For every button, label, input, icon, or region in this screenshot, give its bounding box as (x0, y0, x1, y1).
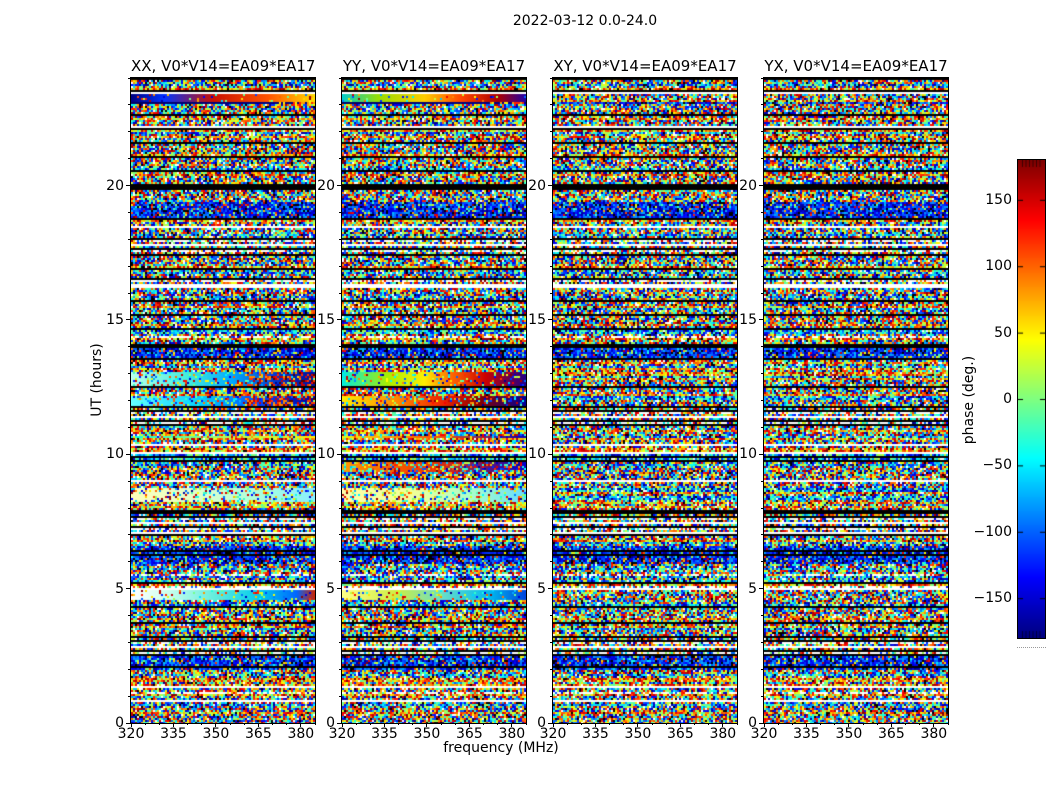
x-minor-tick (708, 723, 709, 725)
x-tick-label: 365 (245, 726, 272, 742)
y-minor-tick (128, 266, 130, 267)
y-tick (337, 723, 341, 724)
y-minor-tick (550, 669, 552, 670)
x-minor-tick (286, 723, 287, 725)
y-tick (126, 319, 130, 320)
x-minor-tick (919, 723, 920, 725)
x-minor-tick (272, 723, 273, 725)
colorbar (1017, 159, 1046, 639)
y-minor-tick (550, 373, 552, 374)
x-tick-label: 350 (624, 726, 652, 742)
heatmap-panel-xy (552, 77, 738, 724)
x-tick-label: 335 (793, 726, 820, 742)
colorbar-tick-label: 0 (1003, 391, 1012, 407)
x-minor-tick (483, 723, 484, 725)
x-minor-tick (230, 723, 231, 725)
x-minor-tick (159, 723, 160, 725)
y-minor-tick (339, 293, 341, 294)
x-tick-label: 320 (750, 726, 778, 742)
x-tick-label: 380 (287, 726, 315, 742)
y-tick-label: 5 (115, 580, 124, 597)
x-axis-label: frequency (MHz) (443, 740, 559, 756)
y-minor-tick (339, 373, 341, 374)
y-tick (548, 185, 552, 186)
y-minor-tick (761, 534, 763, 535)
panel-title: YY, V0*V14=EA09*EA17 (342, 57, 526, 75)
y-minor-tick (339, 615, 341, 616)
x-tick-label: 320 (539, 726, 567, 742)
y-minor-tick (761, 373, 763, 374)
y-minor-tick (128, 346, 130, 347)
y-minor-tick (339, 642, 341, 643)
x-minor-tick (609, 723, 610, 725)
y-minor-tick (550, 293, 552, 294)
x-minor-tick (652, 723, 653, 725)
colorbar-label: phase (deg.) (961, 355, 977, 445)
y-tick (548, 723, 552, 724)
x-tick-label: 350 (202, 726, 230, 742)
y-minor-tick (550, 561, 552, 562)
y-minor-tick (128, 239, 130, 240)
x-tick-label: 320 (328, 726, 356, 742)
heatmap-canvas-xy (553, 78, 737, 723)
y-minor-tick (128, 615, 130, 616)
y-minor-tick (128, 78, 130, 79)
y-minor-tick (128, 561, 130, 562)
heatmap-panel-yy (341, 77, 527, 724)
y-tick (337, 185, 341, 186)
x-minor-tick (201, 723, 202, 725)
y-tick-label: 15 (528, 311, 546, 328)
colorbar-tick-label: 50 (994, 324, 1012, 341)
y-minor-tick (761, 615, 763, 616)
y-minor-tick (761, 427, 763, 428)
x-minor-tick (356, 723, 357, 725)
x-tick-label: 335 (160, 726, 187, 742)
y-minor-tick (761, 239, 763, 240)
x-tick-label: 380 (920, 726, 948, 742)
y-minor-tick (761, 400, 763, 401)
y-tick-label: 20 (106, 177, 124, 194)
y-tick (548, 454, 552, 455)
y-tick-label: 20 (317, 177, 335, 194)
y-minor-tick (339, 696, 341, 697)
x-minor-tick (694, 723, 695, 725)
colorbar-underline (1017, 647, 1046, 648)
y-minor-tick (550, 481, 552, 482)
x-tick-label: 335 (371, 726, 398, 742)
colorbar-gradient (1018, 160, 1045, 638)
y-minor-tick (128, 508, 130, 509)
y-tick-label: 20 (528, 177, 546, 194)
y-tick (126, 723, 130, 724)
y-minor-tick (128, 212, 130, 213)
y-tick-label: 15 (106, 311, 124, 328)
y-minor-tick (761, 346, 763, 347)
y-tick (126, 454, 130, 455)
y-tick (759, 319, 763, 320)
y-minor-tick (128, 293, 130, 294)
y-minor-tick (339, 400, 341, 401)
y-minor-tick (339, 104, 341, 105)
x-minor-tick (370, 723, 371, 725)
y-minor-tick (550, 212, 552, 213)
y-minor-tick (550, 534, 552, 535)
y-tick (759, 185, 763, 186)
y-minor-tick (761, 481, 763, 482)
x-minor-tick (497, 723, 498, 725)
y-minor-tick (550, 78, 552, 79)
x-minor-tick (567, 723, 568, 725)
y-minor-tick (761, 78, 763, 79)
y-tick-label: 15 (739, 311, 757, 328)
y-minor-tick (128, 669, 130, 670)
y-tick-label: 10 (528, 446, 546, 463)
y-tick-label: 0 (748, 715, 757, 731)
y-minor-tick (128, 104, 130, 105)
y-tick-label: 5 (326, 580, 335, 597)
y-minor-tick (128, 427, 130, 428)
x-minor-tick (412, 723, 413, 725)
y-tick (759, 723, 763, 724)
y-minor-tick (550, 615, 552, 616)
x-minor-tick (398, 723, 399, 725)
x-minor-tick (778, 723, 779, 725)
x-minor-tick (792, 723, 793, 725)
x-tick-label: 365 (667, 726, 694, 742)
x-minor-tick (820, 723, 821, 725)
x-minor-tick (145, 723, 146, 725)
x-minor-tick (877, 723, 878, 725)
x-tick-label: 365 (878, 726, 905, 742)
heatmap-panel-xx (130, 77, 316, 724)
y-minor-tick (128, 696, 130, 697)
y-minor-tick (128, 158, 130, 159)
y-minor-tick (761, 508, 763, 509)
panel-title: XX, V0*V14=EA09*EA17 (131, 57, 316, 75)
y-tick (337, 588, 341, 589)
y-minor-tick (339, 78, 341, 79)
y-minor-tick (550, 642, 552, 643)
x-tick-label: 380 (709, 726, 737, 742)
y-minor-tick (128, 131, 130, 132)
x-minor-tick (948, 723, 949, 725)
colorbar-tick-label: −100 (973, 523, 1012, 540)
x-minor-tick (666, 723, 667, 725)
y-minor-tick (128, 642, 130, 643)
colorbar-tick-label: −150 (973, 590, 1012, 607)
y-minor-tick (550, 239, 552, 240)
y-tick (548, 319, 552, 320)
y-minor-tick (550, 266, 552, 267)
y-tick (759, 588, 763, 589)
x-tick-label: 365 (456, 726, 483, 742)
y-minor-tick (339, 239, 341, 240)
heatmap-canvas-yy (342, 78, 526, 723)
y-minor-tick (761, 669, 763, 670)
x-tick-label: 335 (582, 726, 609, 742)
x-minor-tick (905, 723, 906, 725)
y-tick (126, 588, 130, 589)
x-tick-label: 320 (117, 726, 145, 742)
y-tick-label: 10 (317, 446, 335, 463)
y-minor-tick (128, 373, 130, 374)
y-tick-label: 5 (748, 580, 757, 597)
y-minor-tick (761, 104, 763, 105)
y-minor-tick (339, 212, 341, 213)
y-minor-tick (550, 104, 552, 105)
y-minor-tick (761, 642, 763, 643)
colorbar-tick-label: −50 (982, 457, 1012, 474)
y-minor-tick (761, 293, 763, 294)
y-minor-tick (550, 346, 552, 347)
panel-title: YX, V0*V14=EA09*EA17 (764, 57, 948, 75)
x-minor-tick (187, 723, 188, 725)
y-minor-tick (339, 534, 341, 535)
y-minor-tick (339, 481, 341, 482)
y-axis-label: UT (hours) (89, 343, 105, 417)
y-minor-tick (128, 400, 130, 401)
heatmap-panel-yx (763, 77, 949, 724)
y-tick-label: 0 (115, 715, 124, 731)
y-tick-label: 0 (537, 715, 546, 731)
y-minor-tick (550, 508, 552, 509)
y-minor-tick (339, 561, 341, 562)
x-tick-label: 350 (413, 726, 441, 742)
y-tick-label: 10 (106, 446, 124, 463)
y-tick-label: 0 (326, 715, 335, 731)
panel-title: XY, V0*V14=EA09*EA17 (553, 57, 737, 75)
heatmap-canvas-yx (764, 78, 948, 723)
y-tick (759, 454, 763, 455)
y-minor-tick (128, 481, 130, 482)
x-minor-tick (455, 723, 456, 725)
y-minor-tick (550, 158, 552, 159)
x-tick-label: 350 (835, 726, 863, 742)
y-minor-tick (339, 427, 341, 428)
y-minor-tick (339, 669, 341, 670)
y-minor-tick (761, 266, 763, 267)
y-minor-tick (761, 561, 763, 562)
y-tick-label: 10 (739, 446, 757, 463)
heatmap-canvas-xx (131, 78, 315, 723)
y-tick-label: 20 (739, 177, 757, 194)
y-minor-tick (761, 158, 763, 159)
y-tick (126, 185, 130, 186)
y-tick-label: 5 (537, 580, 546, 597)
y-minor-tick (550, 400, 552, 401)
y-minor-tick (550, 131, 552, 132)
y-minor-tick (339, 266, 341, 267)
x-minor-tick (581, 723, 582, 725)
y-minor-tick (339, 508, 341, 509)
y-tick (337, 454, 341, 455)
figure-title-text: 2022-03-12 0.0-24.0 (512, 13, 658, 29)
y-minor-tick (339, 158, 341, 159)
y-minor-tick (761, 131, 763, 132)
x-minor-tick (834, 723, 835, 725)
y-tick (548, 588, 552, 589)
x-minor-tick (863, 723, 864, 725)
colorbar-tick-label: 150 (985, 191, 1012, 208)
x-minor-tick (623, 723, 624, 725)
y-minor-tick (339, 346, 341, 347)
y-minor-tick (761, 212, 763, 213)
x-tick-label: 380 (498, 726, 526, 742)
x-minor-tick (441, 723, 442, 725)
figure-title (60, 13, 1050, 29)
y-minor-tick (761, 696, 763, 697)
y-tick (337, 319, 341, 320)
y-tick-label: 15 (317, 311, 335, 328)
y-minor-tick (128, 534, 130, 535)
x-minor-tick (244, 723, 245, 725)
y-minor-tick (550, 427, 552, 428)
colorbar-tick-label: 100 (985, 258, 1012, 275)
y-minor-tick (550, 696, 552, 697)
y-minor-tick (339, 131, 341, 132)
